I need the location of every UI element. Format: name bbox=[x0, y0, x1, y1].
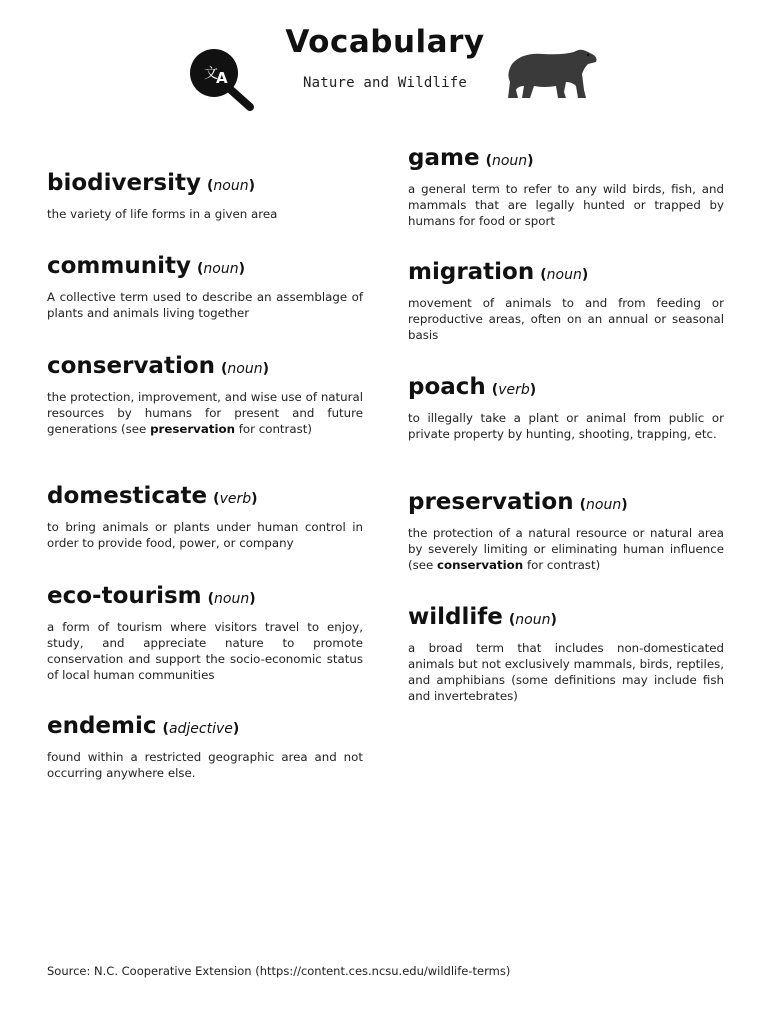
term-word: migration bbox=[408, 259, 535, 285]
term-word: endemic bbox=[47, 713, 157, 739]
term-definition: A collective term used to describe an assemblage of plants and animals living together bbox=[47, 290, 363, 320]
translate-search-icon bbox=[186, 45, 256, 111]
vocab-entry-domesticate bbox=[47, 481, 363, 551]
part-of-speech: (noun) bbox=[207, 178, 255, 194]
term-word: conservation bbox=[47, 353, 216, 379]
term-definition: the protection of a natural resource or natural area by severely limiting or eliminating human influence (see conservation for contrast) bbox=[408, 526, 724, 572]
vocab-entry-community bbox=[47, 251, 363, 321]
term-definition: to bring animals or plants under human control in order to provide food, power, or company bbox=[47, 520, 363, 550]
part-of-speech: (noun) bbox=[197, 261, 245, 277]
term-definition: to illegally take a plant or animal from public or private property by hunting, shooting, trapping, etc. bbox=[408, 411, 724, 441]
svg-text:A: A bbox=[216, 69, 228, 87]
part-of-speech: (noun) bbox=[508, 612, 557, 628]
term-word: preservation bbox=[408, 489, 574, 515]
page-subtitle: Nature and Wildlife bbox=[303, 75, 467, 91]
term-word: biodiversity bbox=[47, 170, 201, 196]
part-of-speech: (verb) bbox=[213, 491, 258, 507]
part-of-speech: (noun) bbox=[221, 361, 270, 377]
term-word: domesticate bbox=[47, 483, 208, 509]
bear-image bbox=[500, 42, 600, 102]
page-title: Vocabulary bbox=[285, 24, 485, 60]
part-of-speech: (noun) bbox=[540, 267, 589, 283]
page-header bbox=[0, 0, 768, 120]
part-of-speech: (verb) bbox=[491, 382, 537, 398]
vocab-entry-endemic bbox=[47, 711, 363, 781]
vocab-entry-poach bbox=[408, 372, 724, 442]
cross-reference: conservation bbox=[437, 558, 524, 572]
vocab-entry-eco-tourism bbox=[47, 581, 363, 683]
vocab-entry-game bbox=[408, 143, 724, 229]
term-definition: found within a restricted geographic area and not occurring anywhere else. bbox=[47, 750, 363, 780]
term-word: eco-tourism bbox=[47, 583, 202, 609]
vocab-entry-preservation bbox=[408, 487, 724, 573]
vocab-entry-biodiversity bbox=[47, 168, 363, 222]
vocab-entry-migration bbox=[408, 257, 724, 343]
term-word: poach bbox=[408, 374, 486, 400]
vocab-entry-conservation bbox=[47, 351, 363, 437]
vocab-entry-wildlife bbox=[408, 602, 724, 704]
svg-text:文: 文 bbox=[204, 66, 218, 82]
source-citation: Source: N.C. Cooperative Extension (https://content.ces.ncsu.edu/wildlife-terms) bbox=[47, 964, 511, 978]
part-of-speech: (noun) bbox=[207, 591, 256, 607]
term-definition: a general term to refer to any wild birds, fish, and mammals that are legally hunted or trapped by humans for food or sport bbox=[408, 182, 724, 228]
term-definition: the protection, improvement, and wise use of natural resources by humans for present and future generations (see preservation for contrast) bbox=[47, 390, 363, 436]
part-of-speech: (noun) bbox=[579, 497, 628, 513]
term-definition: the variety of life forms in a given area bbox=[47, 207, 278, 221]
part-of-speech: (adjective) bbox=[162, 721, 240, 737]
term-word: game bbox=[408, 145, 480, 171]
term-definition: a broad term that includes non-domesticated animals but not exclusively mammals, birds, reptiles, and amphibians (some definitions may include fish and invertebrates) bbox=[408, 641, 724, 703]
cross-reference: preservation bbox=[150, 422, 236, 436]
part-of-speech: (noun) bbox=[485, 153, 534, 169]
term-definition: a form of tourism where visitors travel to enjoy, study, and appreciate nature to promote conservation and support the socio-economic status of local human communities bbox=[47, 620, 363, 682]
term-word: community bbox=[47, 253, 191, 279]
term-word: wildlife bbox=[408, 604, 503, 630]
term-definition: movement of animals to and from feeding or reproductive areas, often on an annual or seasonal basis bbox=[408, 296, 724, 342]
